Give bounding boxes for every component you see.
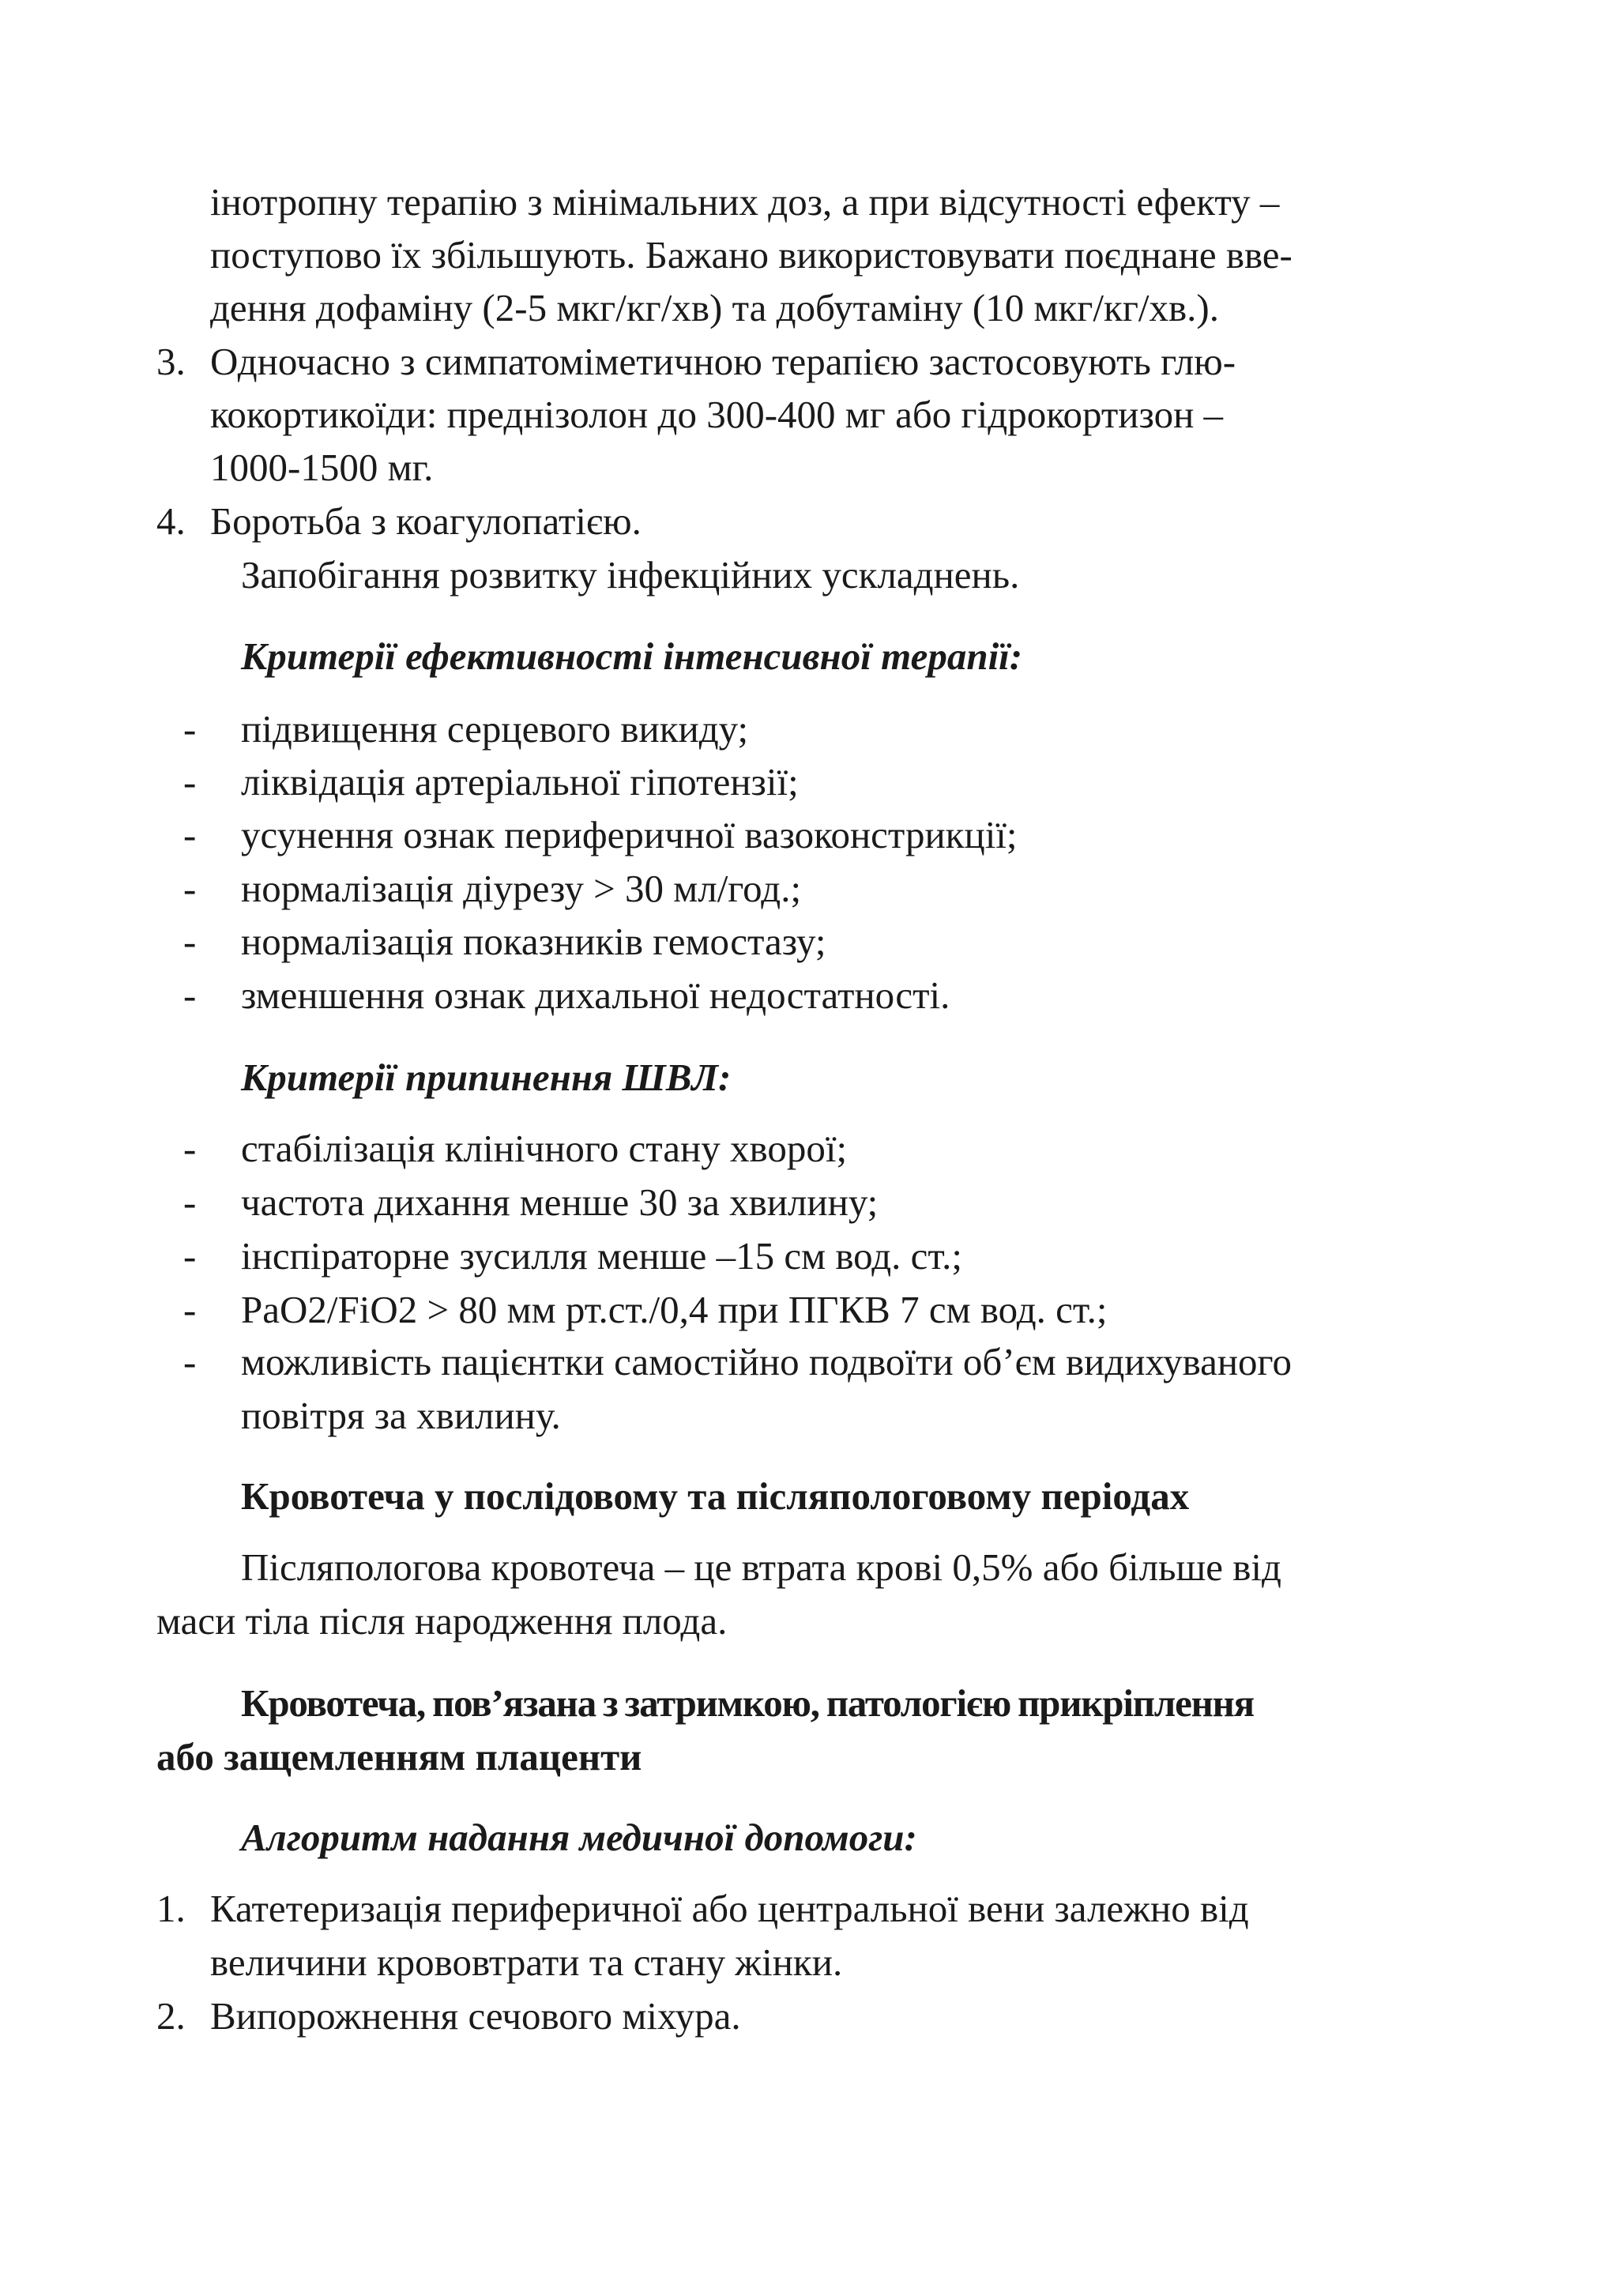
list-item: можливість пацієнтки самостійно подвоїти об’єм видихуваного <box>241 1340 1292 1383</box>
list-item: підвищення серцевого викиду; <box>241 707 749 751</box>
text-line: інотропну терапію з мінімальних доз, а при відсутності ефекту – <box>210 180 1280 224</box>
bullet-dash: - <box>183 1127 197 1170</box>
text-line: поступово їх збільшують. Бажано використовувати поєднане вве- <box>210 233 1293 277</box>
bullet-dash: - <box>183 760 197 804</box>
list-number: 2. <box>156 1994 186 2038</box>
list-item-line: Випорожнення сечового міхура. <box>210 1994 741 2038</box>
text-line: Запобігання розвитку інфекційних ускладнень. <box>241 553 1020 597</box>
list-item: зменшення ознак дихальної недостатності. <box>241 973 950 1017</box>
bullet-dash: - <box>183 920 197 963</box>
bullet-dash: - <box>183 1288 197 1331</box>
list-item-line: величини крововтрати та стану жінки. <box>210 1940 843 1984</box>
section-heading: Кровотеча, пов’язана з затримкою, патологією прикріплення <box>241 1681 1254 1725</box>
bullet-dash: - <box>183 813 197 856</box>
bullet-dash: - <box>183 707 197 751</box>
section-heading: або защемленням плаценти <box>156 1735 642 1778</box>
list-item-line: Катетеризація периферичної або центральної вени залежно від <box>210 1887 1249 1930</box>
section-heading: Кровотеча у послідовому та післяпологовому періодах <box>241 1474 1190 1518</box>
list-number: 4. <box>156 499 186 543</box>
text-line: дення дофаміну (2-5 мкг/кг/хв) та добутаміну (10 мкг/кг/хв.). <box>210 286 1219 329</box>
list-item: інспіраторне зусилля менше –15 см вод. ст.; <box>241 1234 963 1278</box>
list-item: усунення ознак периферичної вазоконстрикції; <box>241 813 1018 856</box>
bullet-dash: - <box>183 973 197 1017</box>
list-item-line: кокортикоїди: преднізолон до 300-400 мг або гідрокортизон – <box>210 393 1224 436</box>
list-item: нормалізація показників гемостазу; <box>241 920 826 963</box>
section-heading: Алгоритм надання медичної допомоги: <box>241 1816 917 1859</box>
bullet-dash: - <box>183 1180 197 1224</box>
list-number: 1. <box>156 1887 186 1930</box>
list-number: 3. <box>156 340 186 383</box>
list-item-line: Боротьба з коагулопатією. <box>210 499 642 543</box>
list-item: PaO2/FiO2 > 80 мм рт.ст./0,4 при ПГКВ 7 см вод. ст.; <box>241 1288 1108 1331</box>
list-item-line: 1000-1500 мг. <box>210 446 434 489</box>
list-item: ліквідація артеріальної гіпотензії; <box>241 760 799 804</box>
list-item: нормалізація діурезу > 30 мл/год.; <box>241 867 802 910</box>
paragraph-line: маси тіла після народження плода. <box>156 1599 728 1643</box>
section-heading: Критерії припинення ШВЛ: <box>241 1056 732 1099</box>
list-item: стабілізація клінічного стану хворої; <box>241 1127 848 1170</box>
list-item-continuation: повітря за хвилину. <box>241 1394 561 1437</box>
bullet-dash: - <box>183 1340 197 1383</box>
list-item: частота дихання менше 30 за хвилину; <box>241 1180 879 1224</box>
bullet-dash: - <box>183 1234 197 1278</box>
list-item-line: Одночасно з симпатоміметичною терапією застосовують глю- <box>210 340 1236 383</box>
paragraph-line: Післяпологова кровотеча – це втрата крові 0,5% або більше від <box>241 1545 1281 1589</box>
bullet-dash: - <box>183 867 197 910</box>
section-heading: Критерії ефективності інтенсивної терапії: <box>241 634 1023 678</box>
